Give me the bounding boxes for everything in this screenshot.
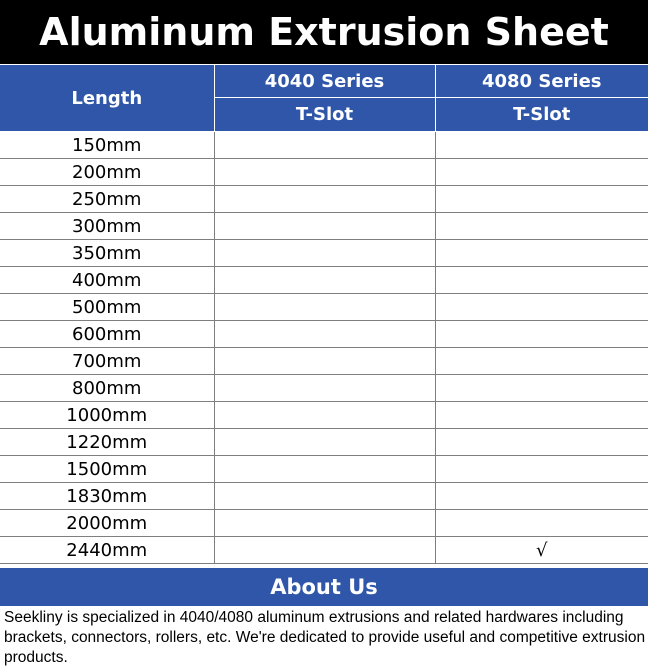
series-4080-cell [435, 321, 648, 348]
series-4040-cell [214, 429, 435, 456]
table-row [0, 456, 648, 483]
table-row [0, 159, 648, 186]
series-4040-cell [214, 294, 435, 321]
length-cell: 150mm [0, 132, 214, 159]
table-row [0, 186, 648, 213]
table-row [0, 348, 648, 375]
length-cell: 1500mm [0, 456, 214, 483]
series-4040-cell [214, 537, 435, 564]
series-4080-cell: √ [435, 537, 648, 564]
series-4080-cell [435, 240, 648, 267]
length-cell: 300mm [0, 213, 214, 240]
series-4080-cell [435, 186, 648, 213]
length-cell: 800mm [0, 375, 214, 402]
series-4080-cell [435, 132, 648, 159]
series-header-row [0, 65, 648, 98]
series-4080-cell [435, 375, 648, 402]
series-4080-cell [435, 483, 648, 510]
series-4040-cell [214, 483, 435, 510]
series-4040-cell [214, 267, 435, 294]
length-header: Length [0, 65, 214, 132]
length-cell: 200mm [0, 159, 214, 186]
series-4040-cell [214, 348, 435, 375]
series-4040-cell [214, 159, 435, 186]
series-4040-header: 4040 Series [214, 65, 435, 98]
table-row [0, 294, 648, 321]
table-row [0, 402, 648, 429]
length-cell: 1220mm [0, 429, 214, 456]
series-4080-cell [435, 456, 648, 483]
series-4040-cell [214, 132, 435, 159]
series-4040-cell [214, 510, 435, 537]
series-4040-cell [214, 321, 435, 348]
series-4080-header: 4080 Series [435, 65, 648, 98]
about-heading: About Us [0, 568, 648, 606]
series-4080-cell [435, 213, 648, 240]
table-row [0, 375, 648, 402]
series-4080-cell [435, 348, 648, 375]
series-4040-cell [214, 402, 435, 429]
length-cell: 1830mm [0, 483, 214, 510]
length-cell: 400mm [0, 267, 214, 294]
table-row [0, 132, 648, 159]
series-4080-cell [435, 159, 648, 186]
table-row [0, 213, 648, 240]
series-4040-cell [214, 186, 435, 213]
sheet-title: Aluminum Extrusion Sheet [0, 0, 648, 64]
about-text: Seekliny is specialized in 4040/4080 aluminum extrusions and related hardwares including brackets, connectors, rollers, etc. We're dedicated to provide useful and competitive extrusion products. [4, 609, 646, 666]
length-cell: 350mm [0, 240, 214, 267]
length-cell: 700mm [0, 348, 214, 375]
length-cell: 600mm [0, 321, 214, 348]
series-4040-cell [214, 456, 435, 483]
series-4080-cell [435, 510, 648, 537]
length-cell: 2440mm [0, 537, 214, 564]
series-4040-cell [214, 375, 435, 402]
series-4080-cell [435, 402, 648, 429]
table-row [0, 321, 648, 348]
series-4080-cell [435, 267, 648, 294]
table-row [0, 267, 648, 294]
table-row [0, 510, 648, 537]
length-cell: 250mm [0, 186, 214, 213]
table-row [0, 240, 648, 267]
table-row [0, 483, 648, 510]
series-4080-cell [435, 429, 648, 456]
series-4040-cell [214, 240, 435, 267]
table-row [0, 429, 648, 456]
series-4040-type: T-Slot [214, 98, 435, 132]
length-cell: 1000mm [0, 402, 214, 429]
series-4080-cell [435, 294, 648, 321]
extrusion-table [0, 64, 648, 564]
series-4040-cell [214, 213, 435, 240]
series-4080-type: T-Slot [435, 98, 648, 132]
length-cell: 500mm [0, 294, 214, 321]
table-row [0, 537, 648, 564]
length-cell: 2000mm [0, 510, 214, 537]
